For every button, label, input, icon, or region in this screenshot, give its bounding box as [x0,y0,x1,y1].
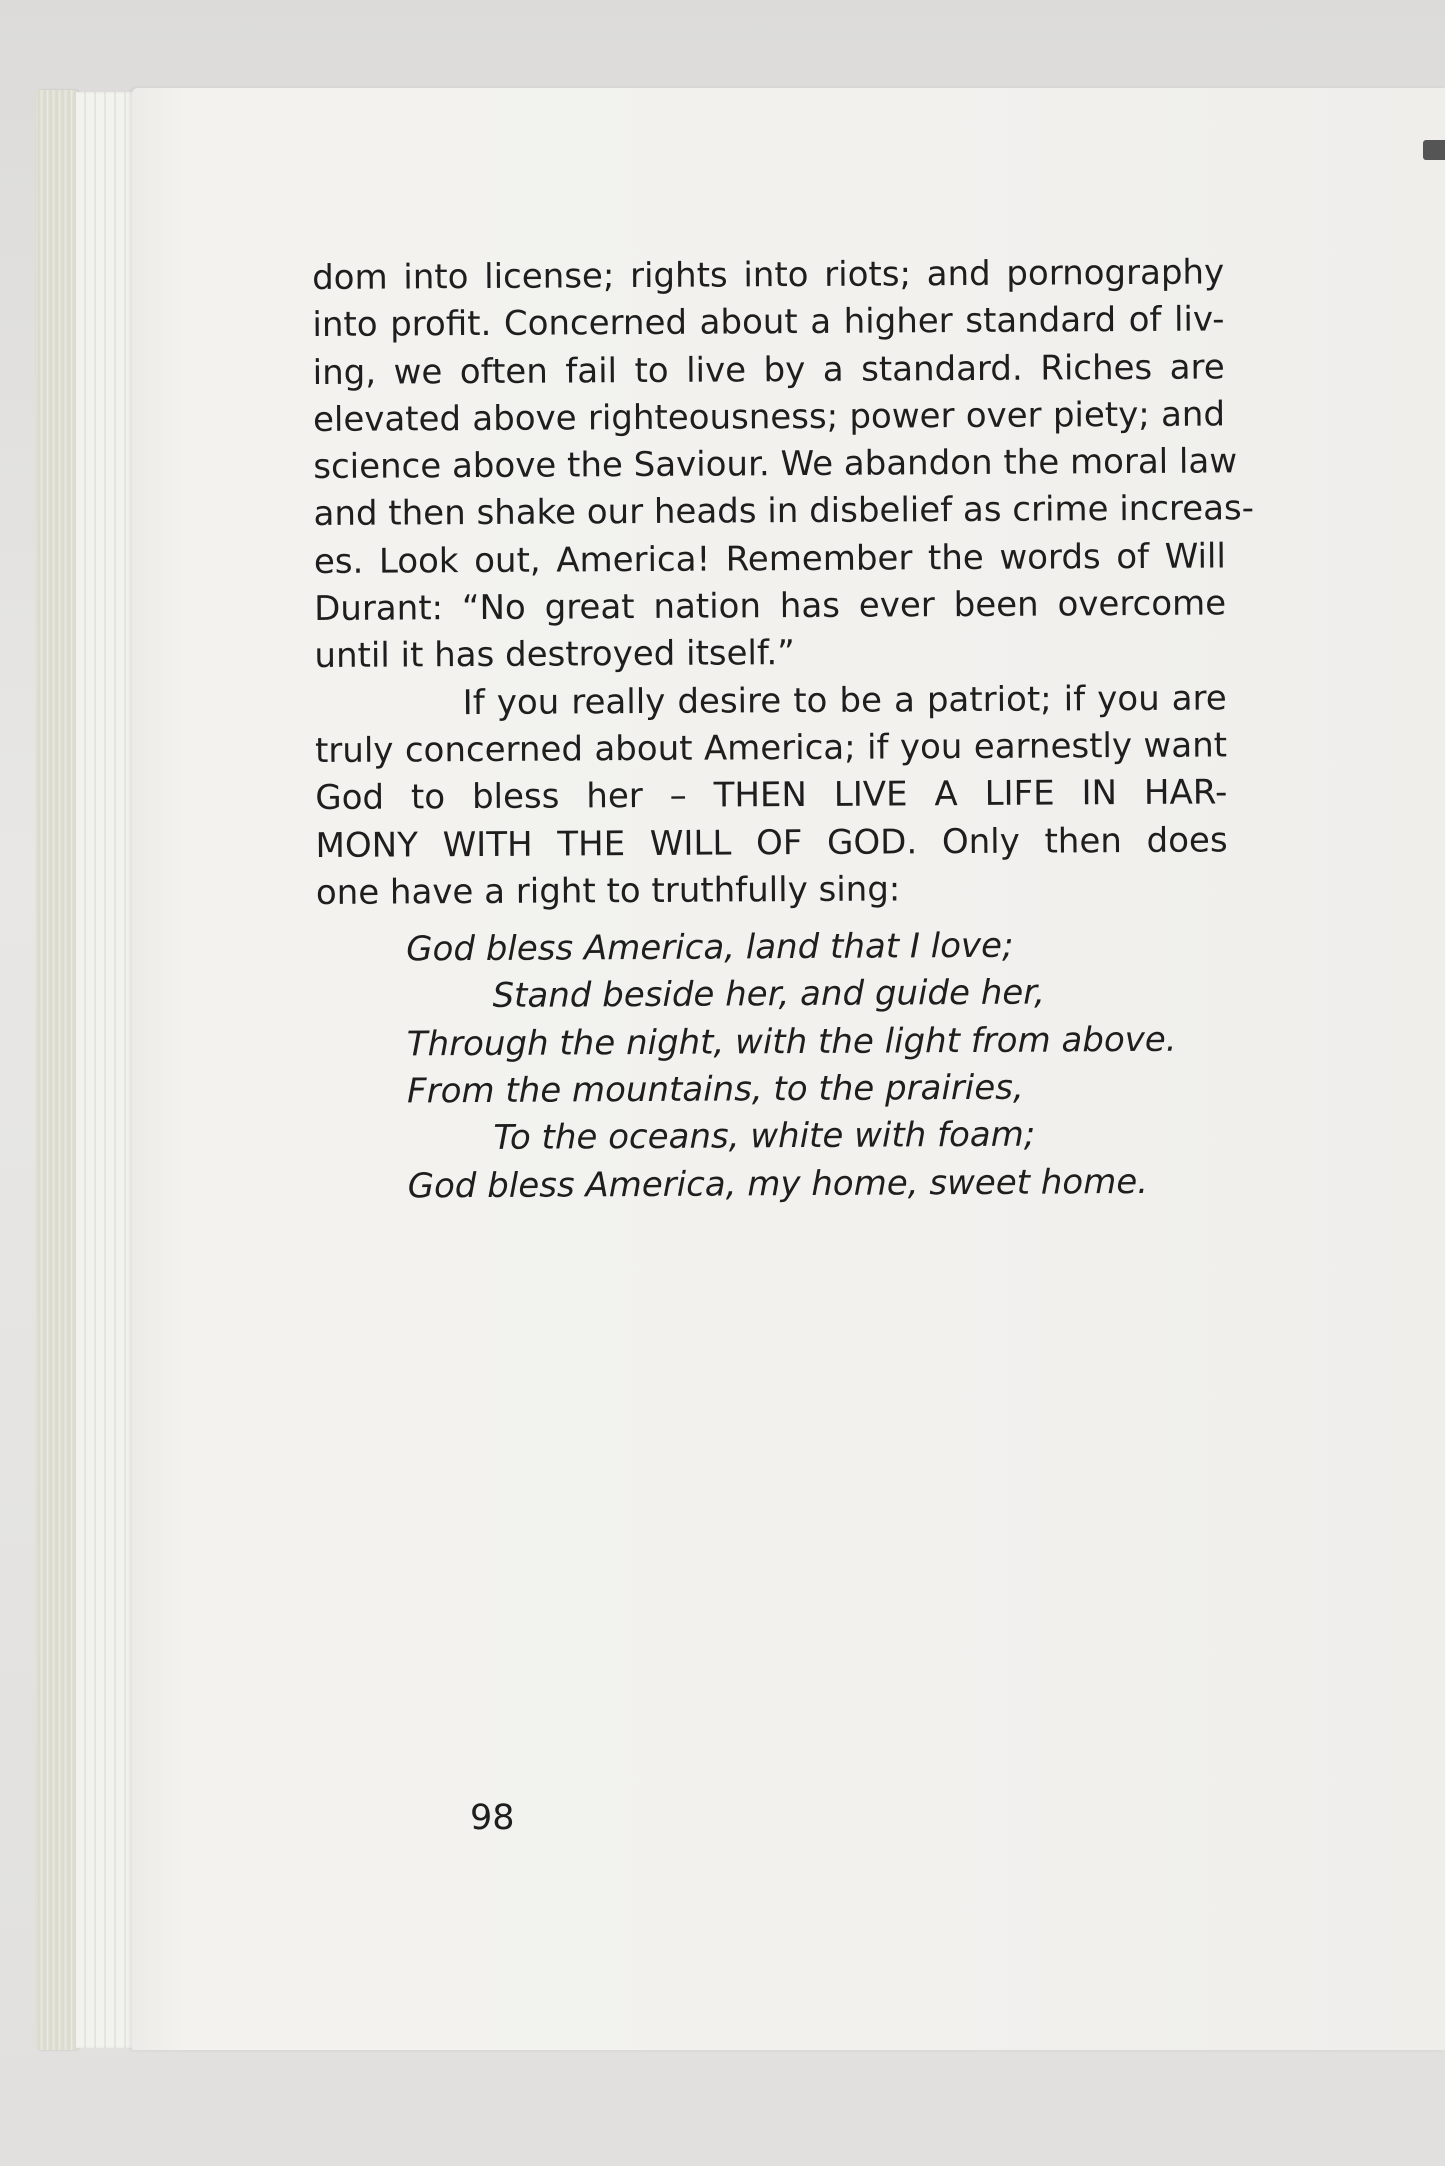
text-line: and then shake our heads in disbelief as crime increas- [313,488,1255,535]
text-line: ing, we often fail to live by a standard. Riches are [312,347,1225,393]
text-line: dom into license; rights into riots; and pornography [312,252,1225,298]
paragraph-1 [312,249,1255,680]
lyric-line: Through the night, with the light from above. [406,1019,1177,1065]
book-spine [36,90,78,2050]
lyric-line: God bless America, my home, sweet home. [407,1161,1149,1207]
text-line: into profit. Concerned about a higher standard of liv- [312,299,1225,346]
lyric-line: To the oceans, white with foam; [493,1114,1036,1159]
page-number: 98 [470,1798,515,1838]
page-edges [76,92,136,2048]
text-line: one have a right to truthfully sing: [315,869,901,913]
page-corner-mark [1423,140,1445,160]
lyric-line: Stand beside her, and guide her, [492,972,1046,1017]
song-lyrics [316,922,1230,1211]
text-line: truly concerned about America; if you earnestly want [314,725,1228,771]
text-line: If you really desire to be a patriot; if you are [462,678,1227,723]
paragraph-2 [315,675,1228,917]
text-line: MONY WITH THE WILL OF GOD. Only then does [315,819,1228,866]
lyric-line: From the mountains, to the prairies, [406,1067,1024,1112]
text-line: es. Look out, America! Remember the words of Will [313,536,1226,582]
page-text [312,249,1255,1210]
text-line: Durant: “No great nation has ever been overcome [314,583,1227,630]
text-line: science above the Saviour. We abandon the moral law [313,441,1238,488]
lyric-line: God bless America, land that I love; [406,925,1014,970]
text-line: elevated above righteousness; power over piety; and [312,394,1226,440]
text-line: until it has destroyed itself.” [314,633,795,677]
text-line: God to bless her – THEN LIVE A LIFE IN HAR- [315,772,1228,819]
